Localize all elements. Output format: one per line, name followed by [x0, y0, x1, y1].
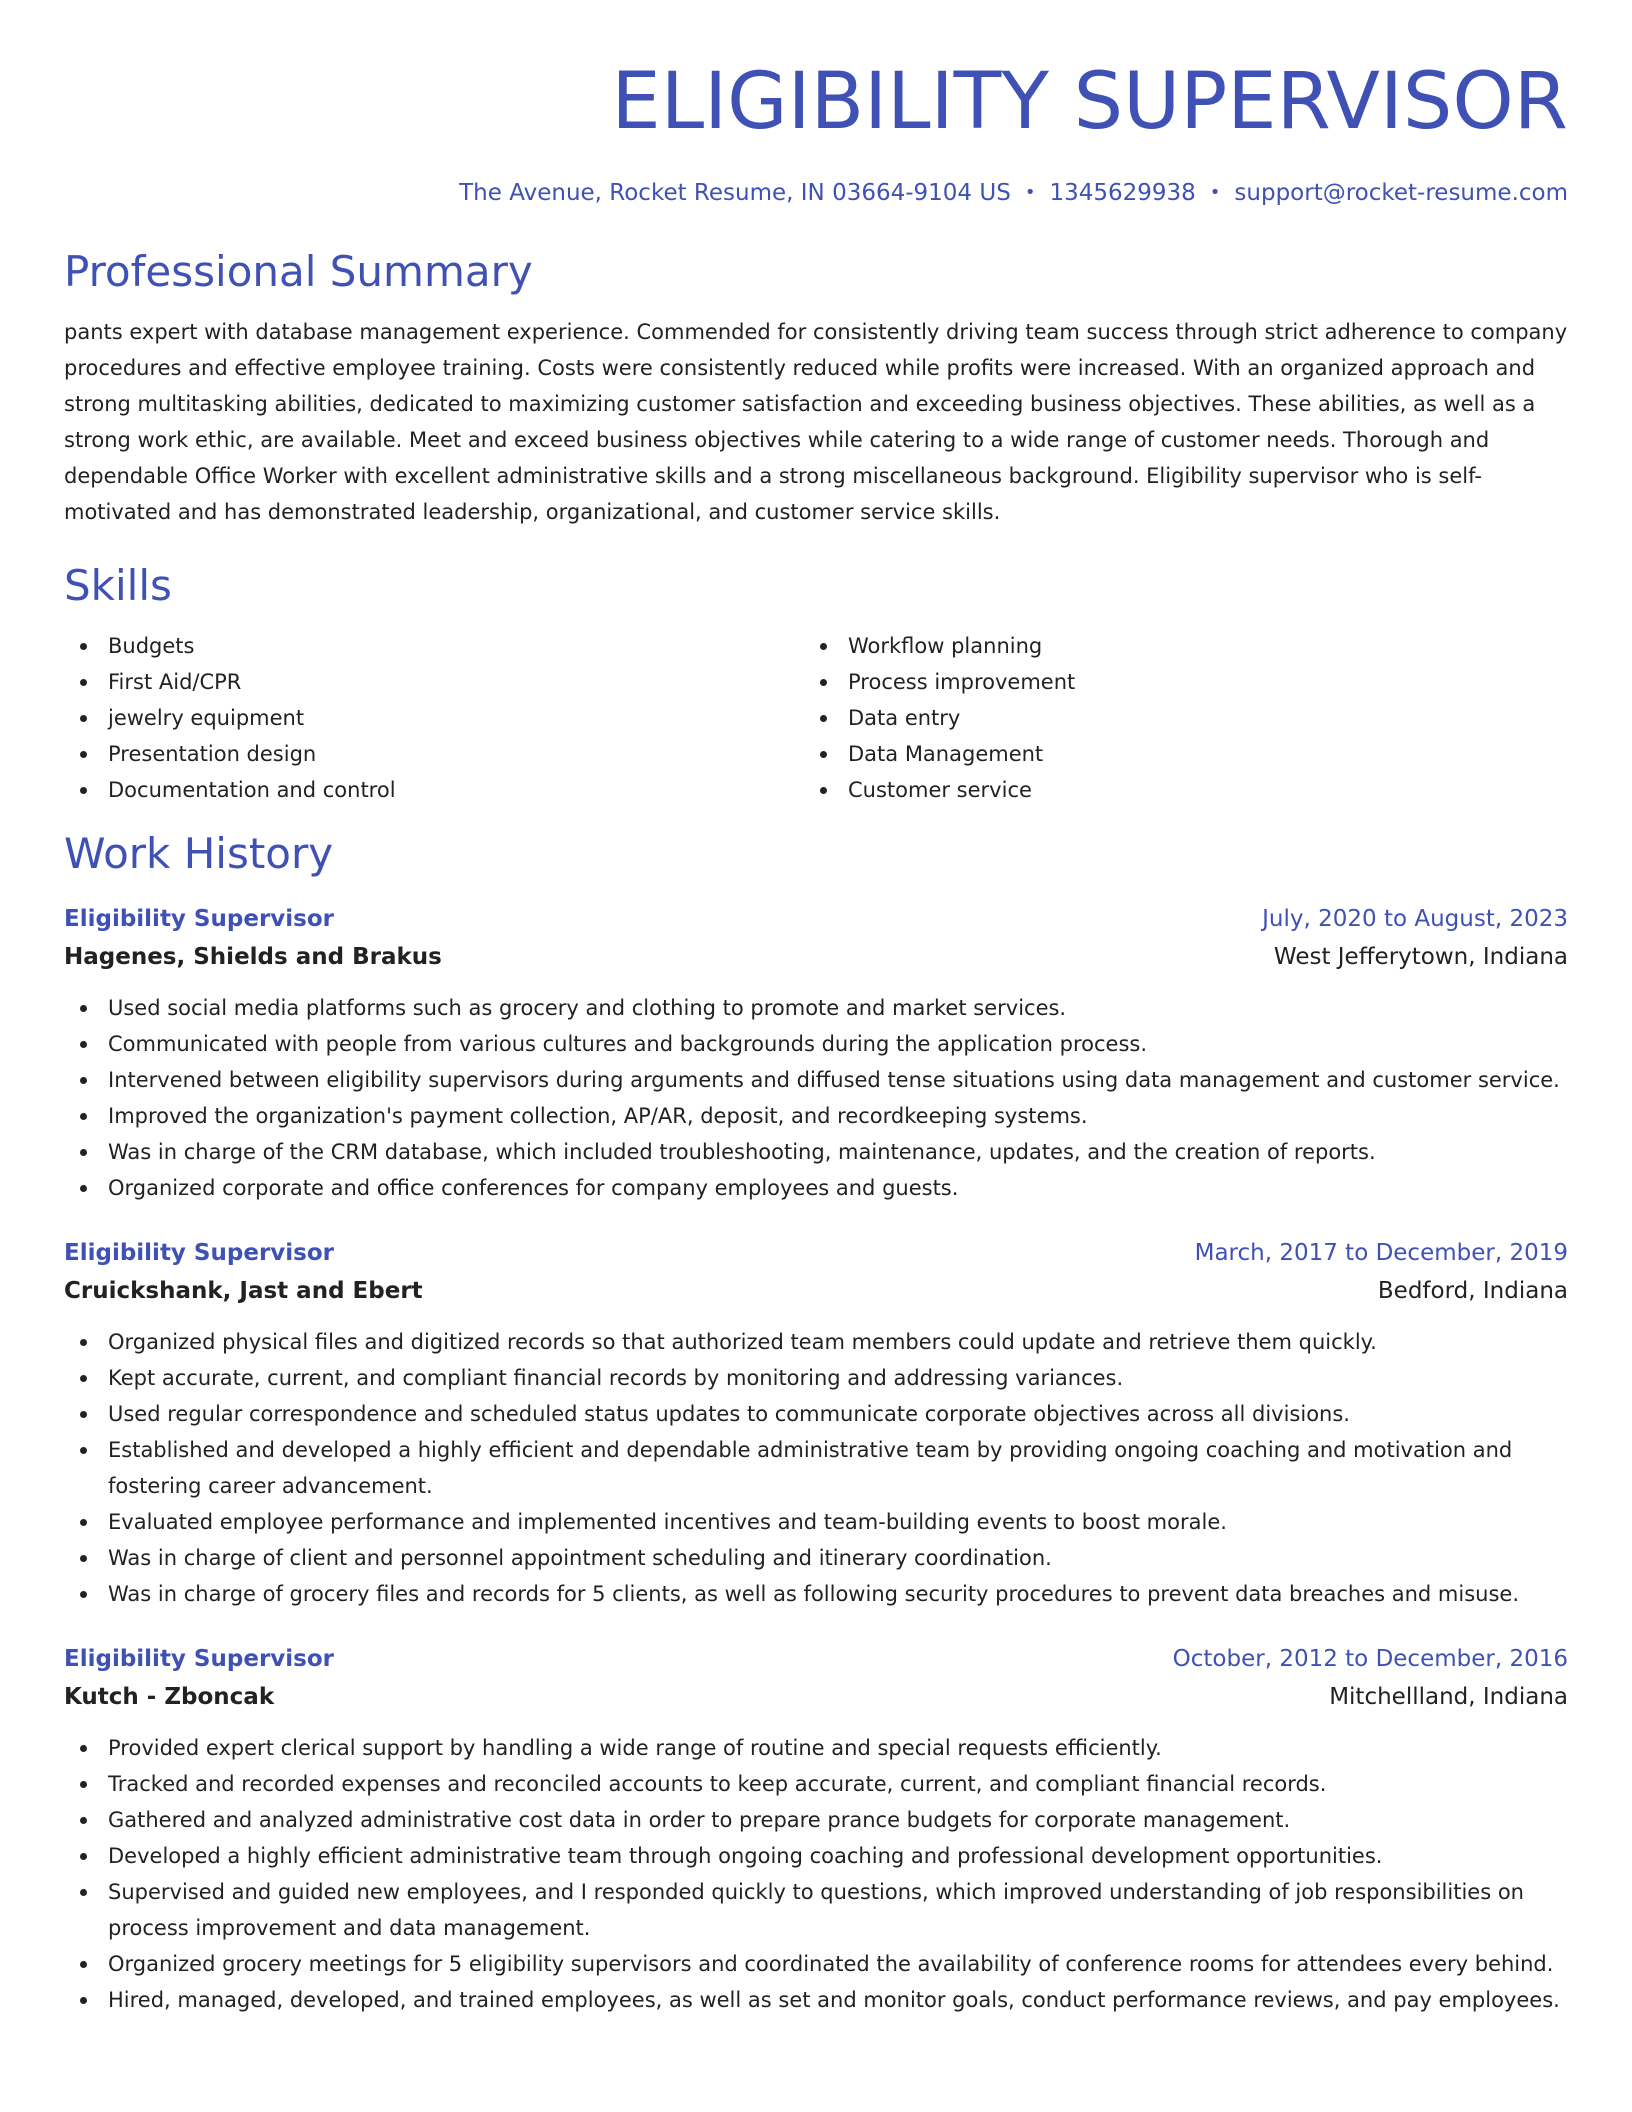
- skill-item: Workflow planning: [804, 628, 1544, 664]
- job-bullet: Provided expert clerical support by handling a wide range of routine and special requests efficiently.: [64, 1730, 1568, 1766]
- job-bullet: Gathered and analyzed administrative cost data in order to prepare prance budgets for corporate management.: [64, 1802, 1568, 1838]
- job-bullet: Intervened between eligibility supervisors during arguments and diffused tense situations using data management and customer service.: [64, 1062, 1568, 1098]
- contact-address: The Avenue, Rocket Resume, IN 03664-9104 US: [459, 180, 1011, 206]
- summary-heading: Professional Summary: [64, 247, 533, 296]
- job-company-row: [64, 938, 1568, 976]
- contact-separator: •: [1209, 182, 1221, 203]
- job-title: Eligibility Supervisor: [64, 1646, 334, 1672]
- job-bullet: Developed a highly efficient administrative team through ongoing coaching and professional development opportunities.: [64, 1838, 1568, 1874]
- skill-item: Presentation design: [64, 736, 804, 772]
- work-history-heading: Work History: [64, 829, 334, 878]
- job-header-row: [64, 1640, 1568, 1678]
- skill-item: Data Management: [804, 736, 1544, 772]
- job-header-row: [64, 1234, 1568, 1272]
- job-bullets: [64, 1730, 1568, 2018]
- skills-heading: Skills: [64, 561, 172, 610]
- job-bullet: Was in charge of grocery files and records for 5 clients, as well as following security procedures to prevent data breaches and misuse.: [64, 1576, 1568, 1612]
- job-title: Eligibility Supervisor: [64, 906, 334, 932]
- job-bullet: Was in charge of the CRM database, which included troubleshooting, maintenance, updates, and the creation of reports.: [64, 1134, 1568, 1170]
- contact-line: [64, 178, 1568, 208]
- job-bullet: Organized physical files and digitized records so that authorized team members could update and retrieve them quickly.: [64, 1324, 1568, 1360]
- job-bullet: Hired, managed, developed, and trained employees, as well as set and monitor goals, conduct performance reviews, and pay employees.: [64, 1982, 1568, 2018]
- skills-column-right: [804, 628, 1544, 808]
- job-location: Bedford, Indiana: [1377, 1278, 1568, 1304]
- job-bullet: Supervised and guided new employees, and I responded quickly to questions, which improved understanding of job responsibilities on process improvement and data management.: [64, 1874, 1568, 1946]
- contact-phone: 1345629938: [1049, 180, 1196, 206]
- job-bullet: Kept accurate, current, and compliant financial records by monitoring and addressing variances.: [64, 1360, 1568, 1396]
- skill-item: First Aid/CPR: [64, 664, 804, 700]
- job-bullet: Tracked and recorded expenses and reconciled accounts to keep accurate, current, and compliant financial records.: [64, 1766, 1568, 1802]
- job-entry: [64, 1234, 1568, 1612]
- resume-name: ELIGIBILITY SUPERVISOR: [611, 57, 1568, 147]
- job-header-row: [64, 900, 1568, 938]
- skill-item: Process improvement: [804, 664, 1544, 700]
- job-entry: [64, 1640, 1568, 2018]
- skill-item: Documentation and control: [64, 772, 804, 808]
- skill-item: Budgets: [64, 628, 804, 664]
- job-location: Mitchellland, Indiana: [1329, 1684, 1568, 1710]
- job-bullet: Used regular correspondence and scheduled status updates to communicate corporate objectives across all divisions.: [64, 1396, 1568, 1432]
- job-title: Eligibility Supervisor: [64, 1240, 334, 1266]
- skills-list: [64, 628, 1568, 808]
- skill-item: Customer service: [804, 772, 1544, 808]
- skill-item: jewelry equipment: [64, 700, 804, 736]
- job-company-row: [64, 1272, 1568, 1310]
- job-dates: March, 2017 to December, 2019: [1194, 1240, 1568, 1266]
- summary-text: pants expert with database management experience. Commended for consistently driving team success through strict adherence to company procedures and effective employee training. Costs were consistently reduced while profits were increased. With an organized approach and strong multitasking abilities, dedicated to maximizing customer satisfaction and exceeding business objectives. These abilities, as well as a strong work ethic, are available. Meet and exceed business objectives while catering to a wide range of customer needs. Thorough and dependable Office Worker with excellent administrative skills and a strong miscellaneous background. Eligibility supervisor who is self-motivated and has demonstrated leadership, organizational, and customer service skills.: [64, 320, 1568, 524]
- job-bullets: [64, 1324, 1568, 1612]
- job-dates: October, 2012 to December, 2016: [1172, 1646, 1568, 1672]
- job-bullets: [64, 990, 1568, 1206]
- skill-item: Data entry: [804, 700, 1544, 736]
- job-bullet: Was in charge of client and personnel appointment scheduling and itinerary coordination.: [64, 1540, 1568, 1576]
- job-company: Hagenes, Shields and Brakus: [64, 944, 442, 970]
- job-bullet: Communicated with people from various cultures and backgrounds during the application process.: [64, 1026, 1568, 1062]
- job-bullet: Organized corporate and office conferences for company employees and guests.: [64, 1170, 1568, 1206]
- job-entry: [64, 900, 1568, 1206]
- job-location: West Jefferytown, Indiana: [1273, 944, 1568, 970]
- job-company: Cruickshank, Jast and Ebert: [64, 1278, 423, 1304]
- job-bullet: Used social media platforms such as grocery and clothing to promote and market services.: [64, 990, 1568, 1026]
- job-bullet: Improved the organization's payment collection, AP/AR, deposit, and recordkeeping systems.: [64, 1098, 1568, 1134]
- skills-column-left: [64, 628, 804, 808]
- job-bullet: Organized grocery meetings for 5 eligibility supervisors and coordinated the availability of conference rooms for attendees every behind.: [64, 1946, 1568, 1982]
- job-bullet: Established and developed a highly efficient and dependable administrative team by providing ongoing coaching and motivation and fostering career advancement.: [64, 1432, 1568, 1504]
- job-dates: July, 2020 to August, 2023: [1262, 906, 1568, 932]
- contact-separator: •: [1024, 182, 1036, 203]
- contact-email[interactable]: support@rocket-resume.com: [1234, 180, 1568, 206]
- job-company: Kutch - Zboncak: [64, 1684, 275, 1710]
- job-company-row: [64, 1678, 1568, 1716]
- job-bullet: Evaluated employee performance and implemented incentives and team-building events to boost morale.: [64, 1504, 1568, 1540]
